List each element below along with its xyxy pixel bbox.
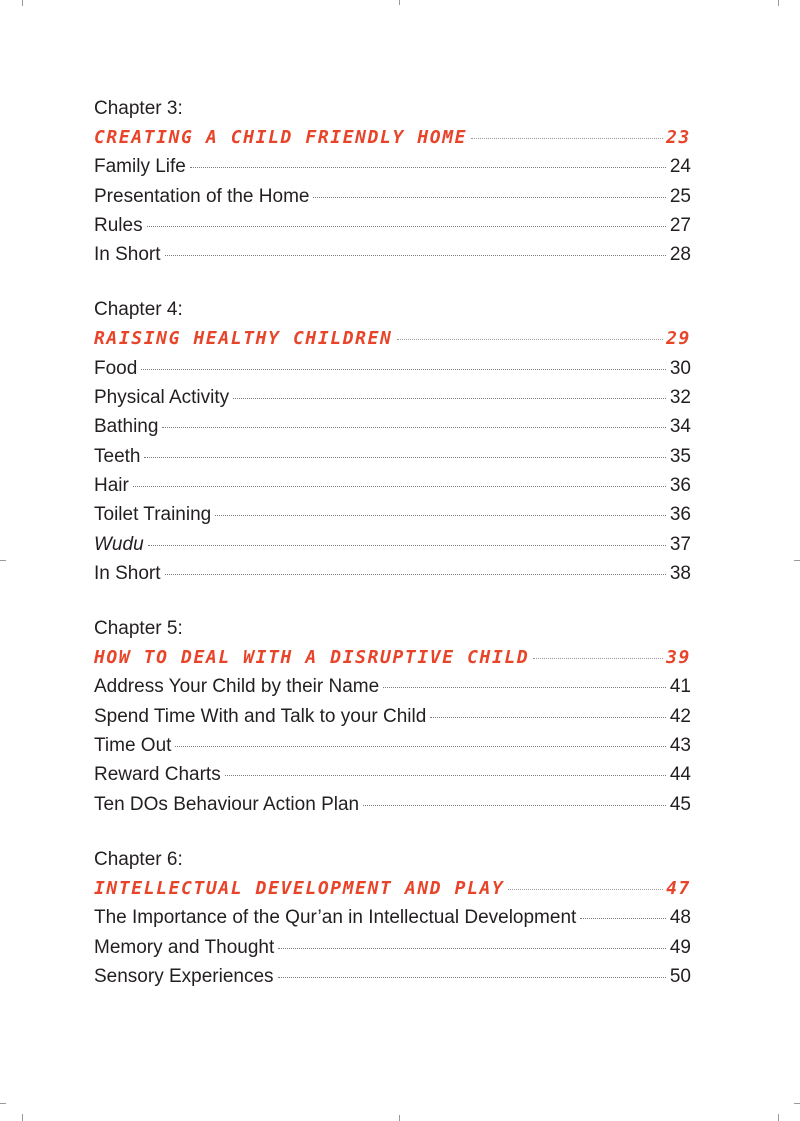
toc-entry[interactable] (94, 903, 691, 932)
entry-label: Spend Time With and Talk to your Child (94, 705, 427, 727)
entry-label: Address Your Child by their Name (94, 676, 380, 698)
toc-entry[interactable] (94, 702, 691, 731)
entry-label: Rules (94, 214, 143, 236)
page-number: 44 (669, 764, 691, 786)
toc-entry[interactable] (94, 672, 691, 701)
entry-label: Physical Activity (94, 387, 230, 409)
page-number: 38 (669, 562, 691, 584)
table-of-contents (94, 94, 691, 1017)
chapter-title-row[interactable] (94, 874, 691, 903)
toc-entry[interactable] (94, 760, 691, 789)
page-number: 49 (669, 936, 691, 958)
dot-leader (165, 255, 666, 256)
dot-leader (397, 339, 664, 340)
dot-leader (175, 746, 666, 747)
chapter-title-row[interactable] (94, 123, 691, 152)
chapter-title: RAISING HEALTHY CHILDREN (94, 328, 393, 350)
page-number: 47 (666, 877, 691, 899)
chapter-5 (94, 614, 691, 819)
page-number: 34 (669, 416, 691, 438)
dot-leader (133, 486, 666, 487)
page-number: 43 (669, 735, 691, 757)
crop-mark-bottom-right (778, 1114, 779, 1121)
toc-entry[interactable] (94, 240, 691, 269)
entry-label: Teeth (94, 445, 141, 467)
crop-mark-top-center (399, 0, 400, 5)
toc-entry[interactable] (94, 152, 691, 181)
chapter-title-row[interactable] (94, 643, 691, 672)
page-number: 36 (669, 474, 691, 496)
dot-leader (147, 226, 666, 227)
chapter-3 (94, 94, 691, 269)
page-number: 32 (669, 387, 691, 409)
page-number: 24 (669, 156, 691, 178)
dot-leader (148, 545, 666, 546)
entry-label: In Short (94, 244, 161, 266)
page-number: 23 (666, 127, 691, 148)
dot-leader (190, 167, 666, 168)
dot-leader (141, 369, 666, 370)
dot-leader (471, 138, 663, 139)
dot-leader (165, 574, 666, 575)
entry-label: Food (94, 357, 138, 379)
toc-entry[interactable] (94, 731, 691, 760)
crop-mark-top-left (22, 0, 23, 6)
dot-leader (144, 457, 666, 458)
dot-leader (580, 918, 666, 919)
toc-entry[interactable] (94, 182, 691, 211)
dot-leader (225, 775, 666, 776)
entry-label: Ten DOs Behaviour Action Plan (94, 793, 360, 815)
chapter-label: Chapter 4: (94, 299, 183, 321)
dot-leader (508, 889, 663, 890)
chapter-label: Chapter 3: (94, 98, 183, 119)
crop-mark-bottom-right-h (794, 1103, 800, 1104)
page-number: 35 (669, 445, 691, 467)
toc-entry[interactable] (94, 211, 691, 240)
toc-entry[interactable] (94, 383, 691, 412)
toc-entry[interactable] (94, 530, 691, 559)
entry-label: Hair (94, 474, 129, 496)
toc-entry[interactable] (94, 500, 691, 529)
chapter-4 (94, 295, 691, 588)
chapter-label: Chapter 5: (94, 618, 183, 640)
chapter-title-row[interactable] (94, 324, 691, 353)
page-number: 48 (669, 907, 691, 929)
entry-label: The Importance of the Qur’an in Intellectual Development (94, 907, 577, 929)
entry-label: Reward Charts (94, 764, 221, 786)
page-number: 37 (669, 533, 691, 555)
toc-entry[interactable] (94, 471, 691, 500)
page-number: 25 (669, 185, 691, 207)
dot-leader (278, 977, 666, 978)
crop-mark-mid-left (0, 560, 6, 561)
crop-mark-bottom-center (399, 1115, 400, 1121)
dot-leader (233, 398, 666, 399)
chapter-title: INTELLECTUAL DEVELOPMENT AND PLAY (94, 877, 505, 899)
dot-leader (313, 197, 666, 198)
crop-mark-bottom-left (22, 1114, 23, 1121)
dot-leader (430, 717, 666, 718)
entry-label: Time Out (94, 735, 172, 757)
dot-leader (278, 948, 666, 949)
entry-label: Wudu (94, 533, 144, 555)
toc-entry[interactable] (94, 442, 691, 471)
page-number: 27 (669, 214, 691, 236)
crop-mark-top-right (778, 0, 779, 6)
dot-leader (363, 805, 666, 806)
toc-entry[interactable] (94, 962, 691, 991)
dot-leader (533, 658, 663, 659)
page-number: 39 (666, 647, 691, 669)
toc-entry[interactable] (94, 933, 691, 962)
entry-label: Family Life (94, 156, 186, 178)
page-number: 50 (669, 965, 691, 987)
crop-mark-mid-right (794, 560, 800, 561)
dot-leader (162, 427, 666, 428)
page-number: 30 (669, 357, 691, 379)
page-number: 36 (669, 504, 691, 526)
page-number: 28 (669, 244, 691, 266)
toc-entry[interactable] (94, 790, 691, 819)
crop-mark-bottom-left-h (0, 1103, 6, 1104)
entry-label: Presentation of the Home (94, 185, 310, 207)
entry-label: Bathing (94, 416, 159, 438)
chapter-6 (94, 845, 691, 991)
page-number: 45 (669, 793, 691, 815)
dot-leader (383, 687, 666, 688)
dot-leader (215, 515, 666, 516)
page-number: 41 (669, 676, 691, 698)
toc-entry[interactable] (94, 559, 691, 588)
entry-label: Memory and Thought (94, 936, 275, 958)
chapter-title: CREATING A CHILD FRIENDLY HOME (94, 127, 468, 148)
chapter-label: Chapter 6: (94, 848, 183, 870)
chapter-title: HOW TO DEAL WITH A DISRUPTIVE CHILD (94, 647, 530, 669)
page-number: 29 (666, 328, 691, 350)
page-number: 42 (669, 705, 691, 727)
entry-label: In Short (94, 562, 161, 584)
toc-entry[interactable] (94, 354, 691, 383)
entry-label: Toilet Training (94, 504, 212, 526)
entry-label: Sensory Experiences (94, 965, 274, 987)
toc-entry[interactable] (94, 412, 691, 441)
